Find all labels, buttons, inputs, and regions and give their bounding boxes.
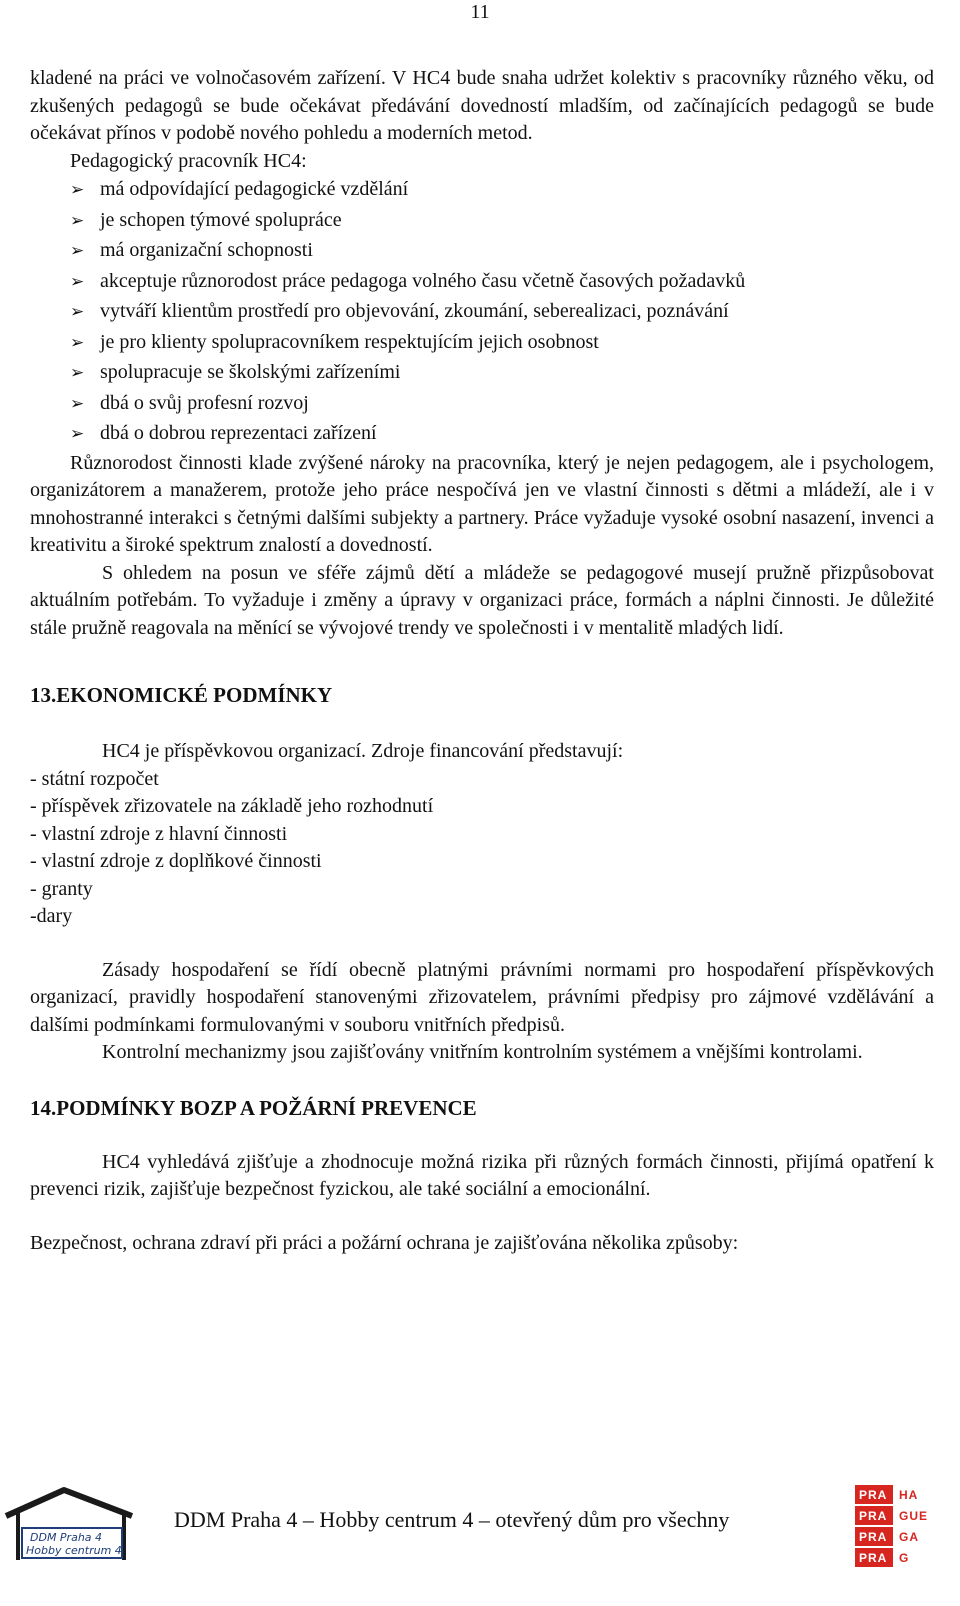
list-item: ➢ má odpovídající pedagogické vzdělání — [70, 175, 934, 206]
ddm-logo — [0, 1486, 140, 1562]
document-body — [30, 65, 934, 1257]
page-number: 11 — [470, 1, 490, 23]
list-item: ➢ vytváří klientům prostředí pro objevování, zkoumání, seberealizaci, poznávání — [70, 297, 934, 328]
section14-heading: 14.PODMÍNKY BOZP A POŽÁRNÍ PREVENCE — [30, 1095, 477, 1120]
arrow-bullet-icon: ➢ — [70, 332, 85, 353]
pedagog-requirements-list — [30, 175, 934, 450]
arrow-bullet-icon: ➢ — [70, 302, 85, 322]
list-item: - příspěvek zřizovatele na základě jeho rozhodnutí — [30, 795, 434, 817]
list-item: ➢ dbá o dobrou reprezentaci zařízení — [70, 419, 934, 450]
arrow-bullet-icon: ➢ — [70, 393, 85, 414]
house-logo-icon — [0, 1486, 140, 1562]
list-item: ➢ spolupracuje se školskými zařízeními — [70, 358, 934, 389]
diversity-paragraph: Různorodost činnosti klade zvýšené nároky na pracovníka, který je nejen pedagogem, ale i psychologem, organizátorem a manažerem, protože jeho práce nespočívá jen ve vlastní činnosti s dětmi a mládeží, ale i v mnohostranné interakci s četnými dalšími subjekty a partnery. Práce vyžaduje vysoké osobní nasazení, invenci a kreativitu a široké spektrum znalostí a dovedností. — [30, 451, 934, 556]
list-item: ➢ je pro klienty spolupracovníkem respektujícím jejich osobnost — [70, 328, 934, 359]
section13-heading: 13.EKONOMICKÉ PODMÍNKY — [30, 683, 333, 707]
funding-sources-list — [30, 766, 934, 931]
pedagog-heading: Pedagogický pracovník HC4: — [70, 149, 307, 172]
list-item: ➢ akceptuje různorodost práce pedagoga volného času včetně časových požadavků — [70, 267, 934, 298]
ddm-logo-line1: DDM Praha 4 — [30, 1531, 103, 1544]
praha-logo: PRA HA PRA GUE PRA GA PRA G — [854, 1484, 934, 1568]
list-item: ➢ má organizační schopnosti — [70, 236, 934, 267]
arrow-bullet-icon: ➢ — [70, 241, 85, 261]
list-item: -dary — [30, 905, 73, 927]
section14-safety-line: Bezpečnost, ochrana zdraví při práci a požární ochrana je zajišťována několika způsoby: — [30, 1231, 739, 1254]
arrow-bullet-icon: ➢ — [70, 180, 85, 200]
arrow-bullet-icon: ➢ — [70, 210, 85, 231]
list-item: - granty — [30, 877, 93, 900]
section13-intro: HC4 je příspěvkovou organizací. Zdroje financování představují: — [102, 740, 624, 762]
arrow-bullet-icon: ➢ — [70, 363, 85, 383]
list-item: - vlastní zdroje z hlavní činnosti — [30, 822, 288, 845]
arrow-bullet-icon: ➢ — [70, 424, 85, 444]
footer-text: DDM Praha 4 – Hobby centrum 4 – otevřený dům pro všechny — [174, 1507, 730, 1532]
shift-paragraph: S ohledem na posun ve sféře zájmů dětí a mládeže se pedagogové musejí pružně přizpůsobovat aktuálním potřebám. To vyžaduje i změny a úpravy v organizaci práce, formách a náplni činnosti. Je důležité stále pružně reagovala na měnící se vývojové trendy ve společnosti i v mentalitě mladých lidí. — [30, 561, 934, 639]
arrow-bullet-icon: ➢ — [70, 271, 85, 292]
intro-paragraph: kladené na práci ve volnočasovém zařízení. V HC4 bude snaha udržet kolektiv s pracovníky různého věku, od zkušených pedagogů se bude očekávat předávání dovedností mladším, od začínajících pedagogů se bude očekávat přínos v podobě nového pohledu a moderních metod. — [30, 67, 934, 144]
section13-controls: Kontrolní mechanizmy jsou zajišťovány vnitřním kontrolním systémem a vnějšími kontrolami. — [102, 1041, 863, 1063]
page-footer — [0, 1480, 960, 1606]
section14-paragraph: HC4 vyhledává zjišťuje a zhodnocuje možná rizika při různých formách činnosti, přijímá opatření k prevenci rizik, zajišťuje bezpečnost fyzickou, ale také sociální a emocionální. — [30, 1150, 934, 1200]
section13-principles: Zásady hospodaření se řídí obecně platnými právními normami pro hospodaření příspěvkových organizací, pravidly hospodaření stanovenými zřizovatelem, právními předpisy pro zájmové vzdělávání a dalšími podmínkami formulovanými v souboru vnitřních předpisů. — [30, 958, 934, 1036]
list-item: - státní rozpočet — [30, 767, 159, 790]
list-item: ➢ dbá o svůj profesní rozvoj — [70, 389, 934, 420]
list-item: - vlastní zdroje z doplňkové činnosti — [30, 850, 322, 872]
ddm-logo-line2: Hobby centrum 4 — [26, 1544, 122, 1557]
list-item: ➢ je schopen týmové spolupráce — [70, 206, 934, 237]
